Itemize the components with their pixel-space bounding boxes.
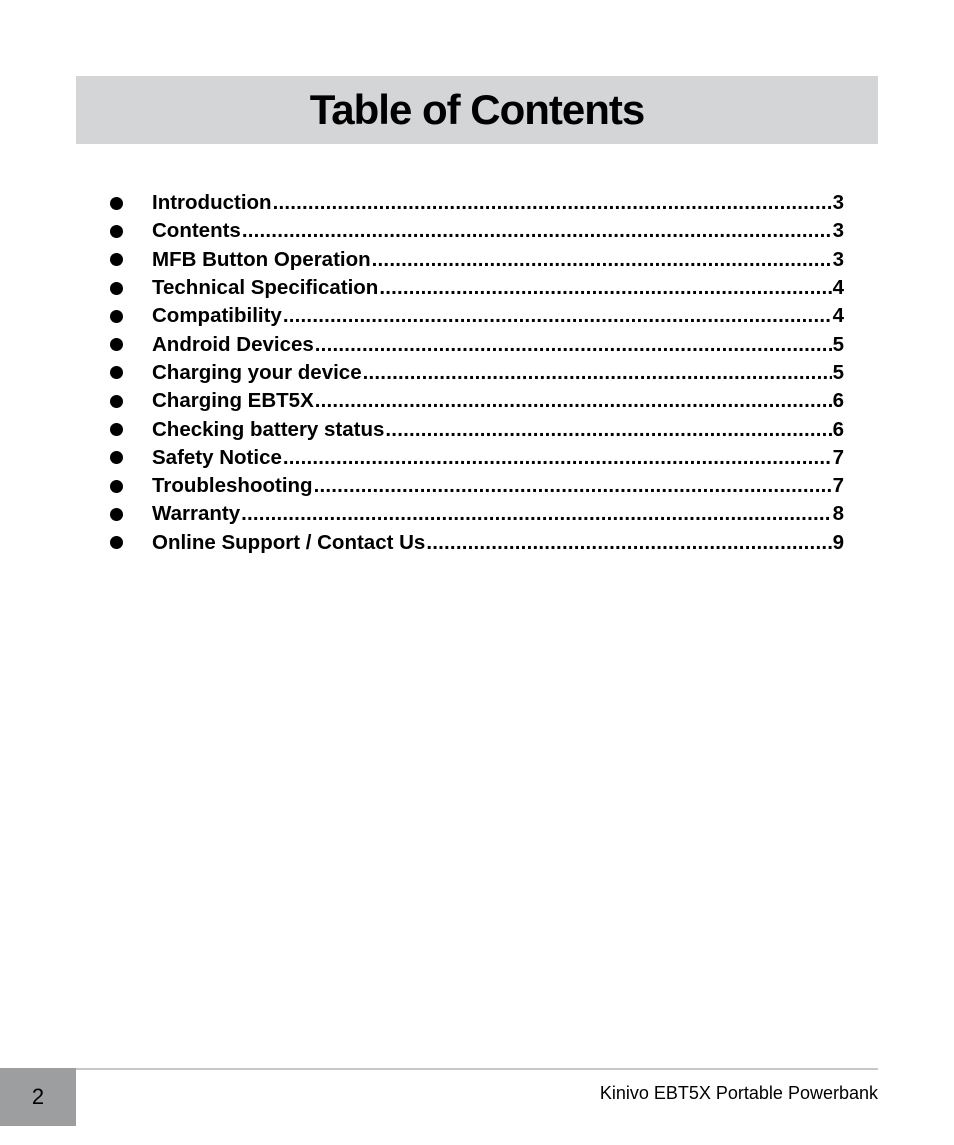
bullet-icon <box>110 338 123 351</box>
toc-page-number: 7 <box>832 445 844 469</box>
toc-label: Compatibility <box>152 304 282 328</box>
toc-page-number: 3 <box>832 219 844 243</box>
toc-label: Checking battery status <box>152 417 385 441</box>
toc-label: Troubleshooting <box>152 474 313 498</box>
dot-leader <box>315 389 832 413</box>
toc-label: Technical Specification <box>152 276 379 300</box>
toc-item[interactable] <box>108 274 844 302</box>
toc-label: Android Devices <box>152 332 314 356</box>
bullet-icon <box>110 480 123 493</box>
toc-item[interactable] <box>108 302 844 330</box>
dot-leader <box>315 333 832 357</box>
bullet-icon <box>110 423 123 436</box>
toc-page-number: 3 <box>832 191 844 215</box>
dot-leader <box>385 418 831 442</box>
toc-item[interactable] <box>108 246 844 274</box>
toc-label: Safety Notice <box>152 445 282 469</box>
toc-item[interactable] <box>108 330 844 358</box>
toc-page-number: 6 <box>832 389 844 413</box>
dot-leader <box>379 276 831 300</box>
toc-page-number: 3 <box>832 247 844 271</box>
toc-label: MFB Button Operation <box>152 247 371 271</box>
toc-item[interactable] <box>108 189 844 217</box>
toc-page-number: 4 <box>832 304 844 328</box>
toc-label: Warranty <box>152 502 241 526</box>
toc-page-number: 7 <box>832 474 844 498</box>
table-of-contents <box>108 189 844 557</box>
bullet-icon <box>110 253 123 266</box>
bullet-icon <box>110 310 123 323</box>
toc-item[interactable] <box>108 359 844 387</box>
title-banner <box>76 76 878 144</box>
toc-page-number: 5 <box>832 360 844 384</box>
toc-page-number: 6 <box>832 417 844 441</box>
toc-item[interactable] <box>108 415 844 443</box>
page-title: Table of Contents <box>309 86 645 133</box>
toc-page-number: 9 <box>832 530 844 554</box>
dot-leader <box>426 531 831 555</box>
footer-product-name: Kinivo EBT5X Portable Powerbank <box>599 1083 878 1103</box>
bullet-icon <box>110 451 123 464</box>
bullet-icon <box>110 508 123 521</box>
toc-label: Contents <box>152 219 241 243</box>
page-number: 2 <box>31 1084 45 1109</box>
toc-label: Charging your device <box>152 360 362 384</box>
toc-page-number: 8 <box>832 502 844 526</box>
toc-item[interactable] <box>108 500 844 528</box>
toc-item[interactable] <box>108 444 844 472</box>
toc-item[interactable] <box>108 472 844 500</box>
dot-leader <box>242 219 832 243</box>
dot-leader <box>273 191 832 215</box>
toc-page-number: 4 <box>832 276 844 300</box>
toc-label: Introduction <box>152 191 272 215</box>
bullet-icon <box>110 197 123 210</box>
toc-item[interactable] <box>108 387 844 415</box>
bullet-icon <box>110 395 123 408</box>
bullet-icon <box>110 282 123 295</box>
bullet-icon <box>110 225 123 238</box>
dot-leader <box>283 304 832 328</box>
footer-divider <box>76 1068 878 1070</box>
page-number-tab <box>0 1068 76 1126</box>
bullet-icon <box>110 366 123 379</box>
dot-leader <box>314 474 832 498</box>
toc-page-number: 5 <box>832 332 844 356</box>
bullet-icon <box>110 536 123 549</box>
dot-leader <box>372 248 832 272</box>
dot-leader <box>283 446 832 470</box>
toc-item[interactable] <box>108 529 844 557</box>
toc-label: Online Support / Contact Us <box>152 530 426 554</box>
toc-label: Charging EBT5X <box>152 389 314 413</box>
dot-leader <box>363 361 832 385</box>
dot-leader <box>241 502 831 526</box>
toc-item[interactable] <box>108 217 844 245</box>
